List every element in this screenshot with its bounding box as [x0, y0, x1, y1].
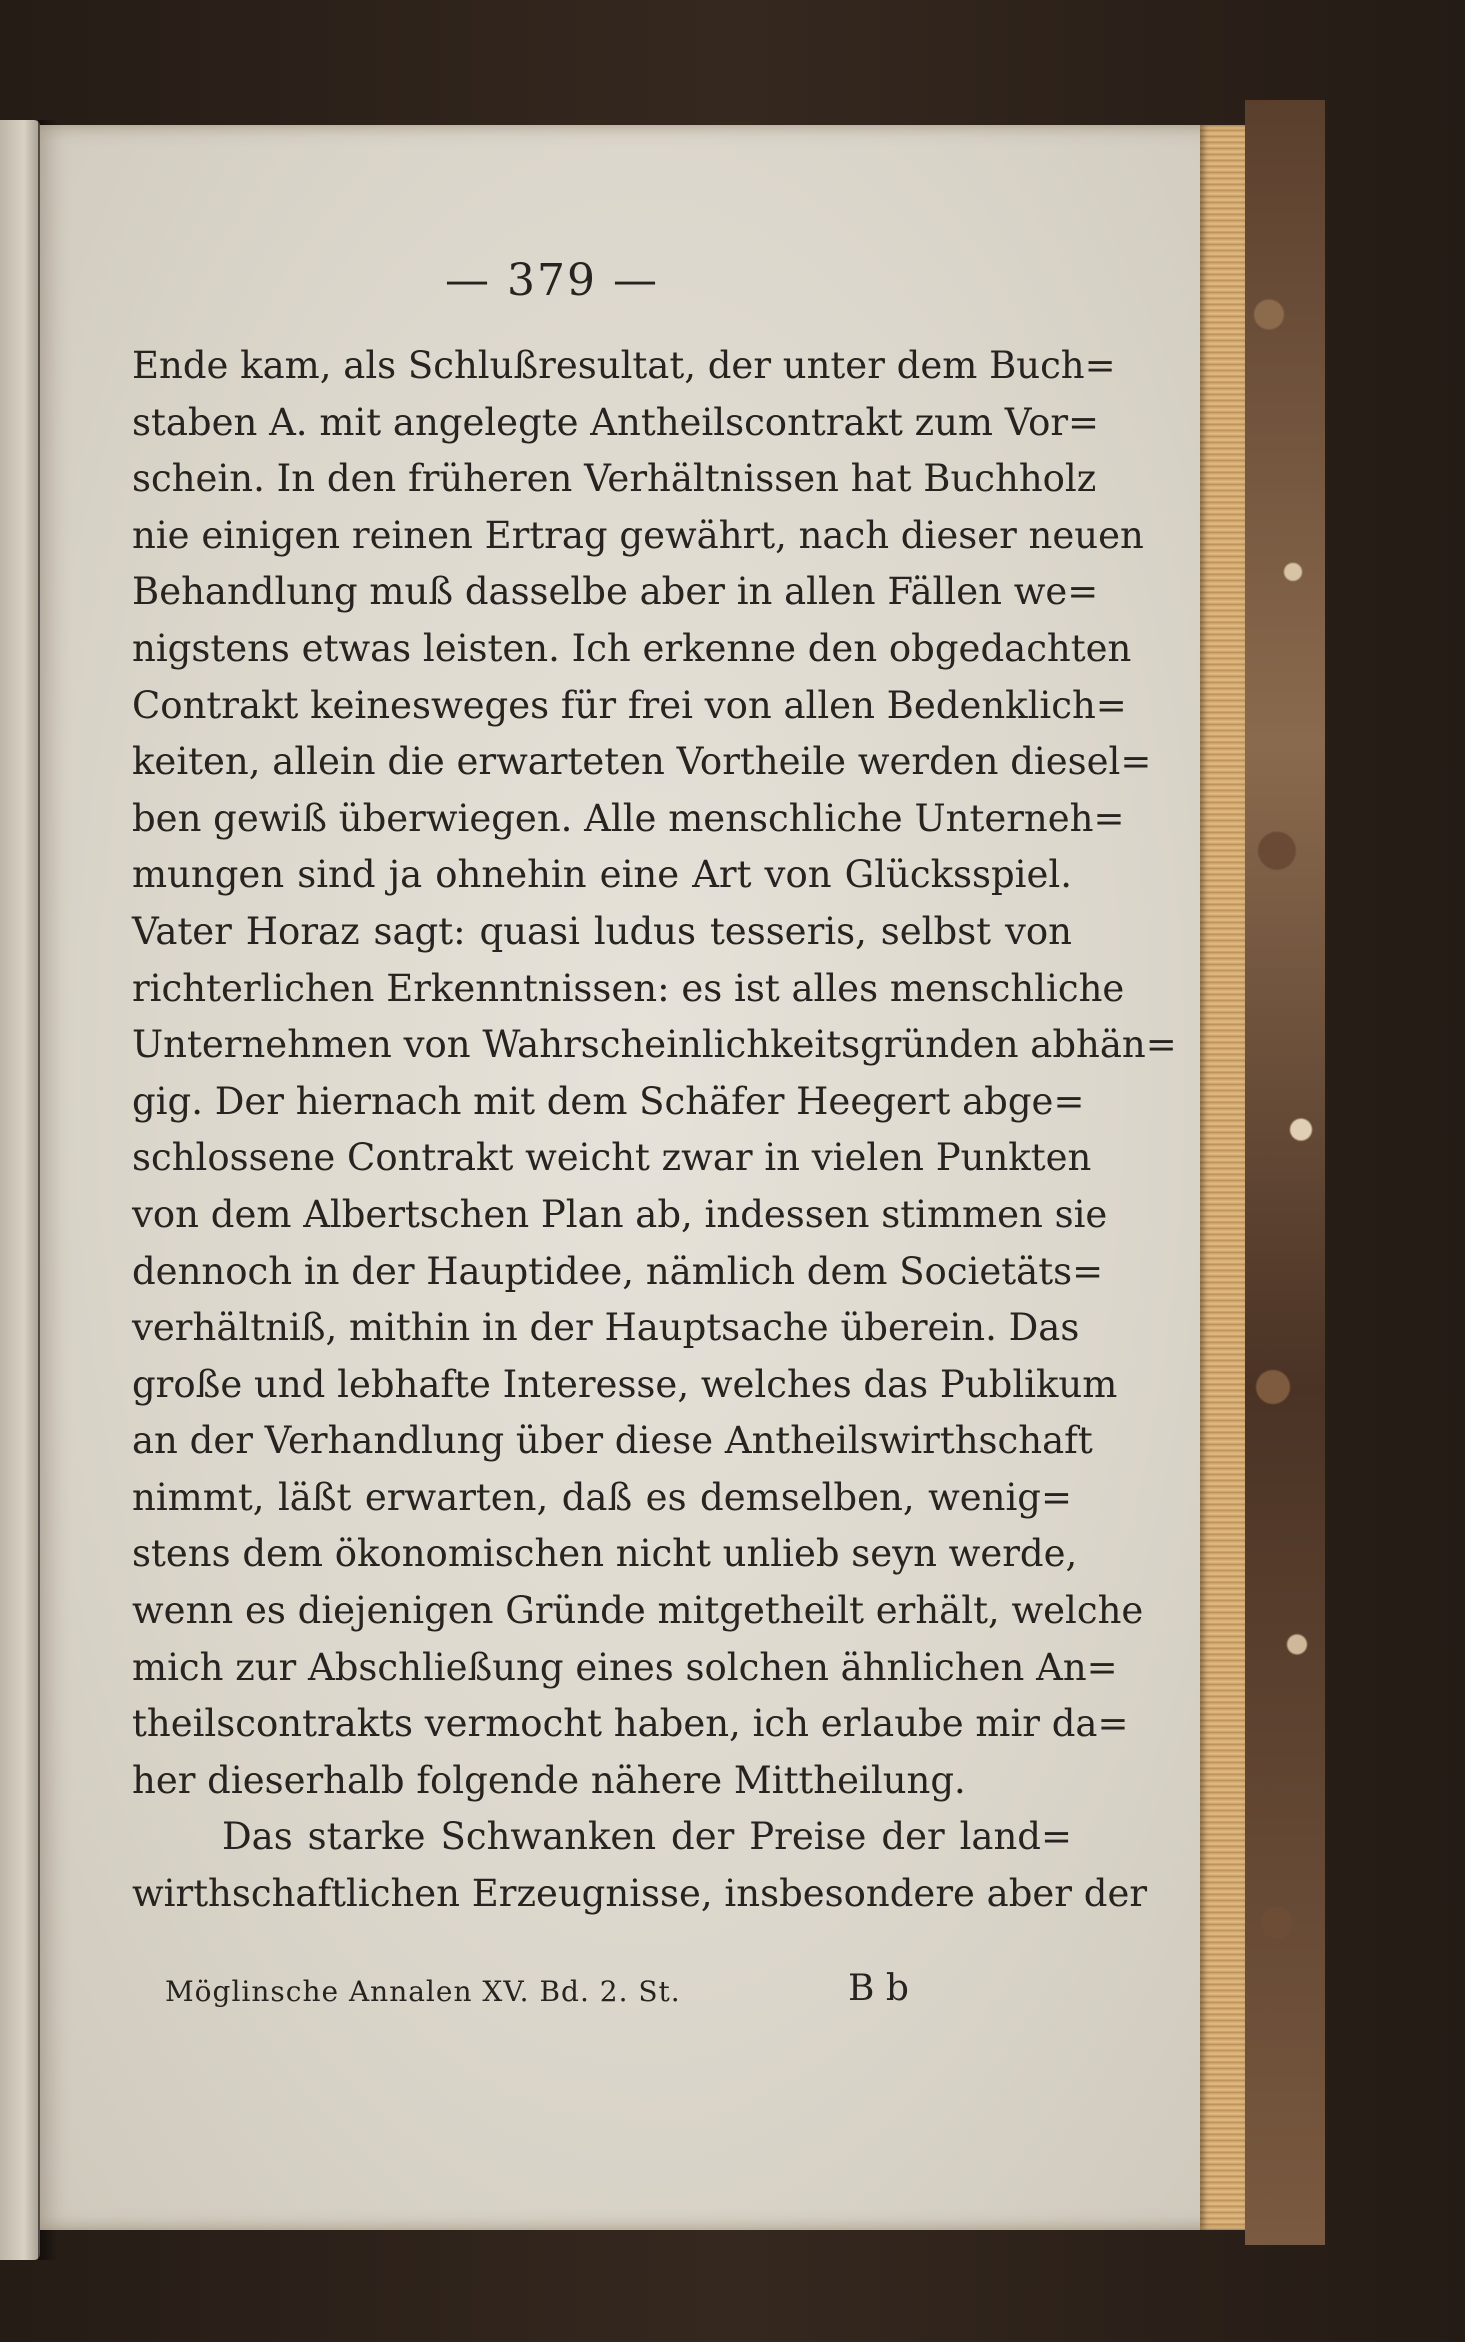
text-line: mich zur Abschließung eines solchen ähnlichen An= — [132, 1645, 1118, 1689]
text-line: verhältniß, mithin in der Hauptsache überein. Das — [132, 1306, 1080, 1350]
text-line: von dem Albertschen Plan ab, indessen stimmen sie — [132, 1192, 1108, 1236]
body-text — [132, 338, 1177, 1923]
text-line: theilscontrakts vermocht haben, ich erlaube mir da= — [132, 1702, 1129, 1746]
page-number: — 379 — — [445, 255, 659, 306]
text-line: schein. In den früheren Verhältnissen hat Buchholz — [132, 457, 1097, 501]
text-line: nimmt, läßt erwarten, daß es demselben, wenig= — [132, 1475, 1072, 1519]
printer-signature: Möglinsche Annalen XV. Bd. 2. St. — [165, 1975, 681, 2008]
text-line: nigstens etwas leisten. Ich erkenne den obgedachten — [132, 626, 1132, 670]
text-line: an der Verhandlung über diese Antheilswirthschaft — [132, 1419, 1093, 1463]
text-line: große und lebhafte Interesse, welches das Publikum — [132, 1362, 1118, 1406]
text-line: Unternehmen von Wahrscheinlichkeitsgründen abhän= — [132, 1023, 1177, 1067]
marbled-cover — [1245, 100, 1325, 2245]
text-line: Contrakt keinesweges für frei von allen Bedenklich= — [132, 683, 1127, 727]
text-line: schlossene Contrakt weicht zwar in vielen Punkten — [132, 1136, 1092, 1180]
text-line: mungen sind ja ohnehin eine Art von Glücksspiel. — [132, 853, 1072, 897]
text-line: nie einigen reinen Ertrag gewährt, nach dieser neuen — [132, 513, 1144, 557]
text-line: Behandlung muß dasselbe aber in allen Fällen we= — [132, 570, 1099, 614]
text-line: richterlichen Erkenntnissen: es ist alles menschliche — [132, 966, 1125, 1010]
text-line: her dieserhalb folgende nähere Mittheilung. — [132, 1758, 966, 1802]
text-line: Vater Horaz sagt: quasi ludus tesseris, selbst von — [132, 909, 1072, 953]
facing-page-edge — [0, 120, 40, 2260]
text-line: dennoch in der Hauptidee, nämlich dem Societäts= — [132, 1249, 1104, 1293]
text-line: Ende kam, als Schlußresultat, der unter dem Buch= — [132, 344, 1116, 387]
text-line: wirthschaftlichen Erzeugnisse, insbesondere aber der — [132, 1872, 1148, 1916]
text-line: stens dem ökonomischen nicht unlieb seyn werde, — [132, 1532, 1078, 1576]
text-line: wenn es diejenigen Gründe mitgetheilt erhält, welche — [132, 1589, 1144, 1633]
text-line: staben A. mit angelegte Antheilscontrakt zum Vor= — [132, 400, 1100, 444]
text-line: ben gewiß überwiegen. Alle menschliche Unterneh= — [132, 796, 1125, 840]
text-line: keiten, allein die erwarteten Vortheile werden diesel= — [132, 740, 1152, 784]
gilded-page-edge — [1200, 125, 1245, 2230]
text-line: gig. Der hiernach mit dem Schäfer Heegert abge= — [132, 1079, 1085, 1123]
catchword: B b — [848, 1968, 909, 2009]
text-line-paragraph-start: Das starke Schwanken der Preise der land= — [222, 1815, 1072, 1859]
